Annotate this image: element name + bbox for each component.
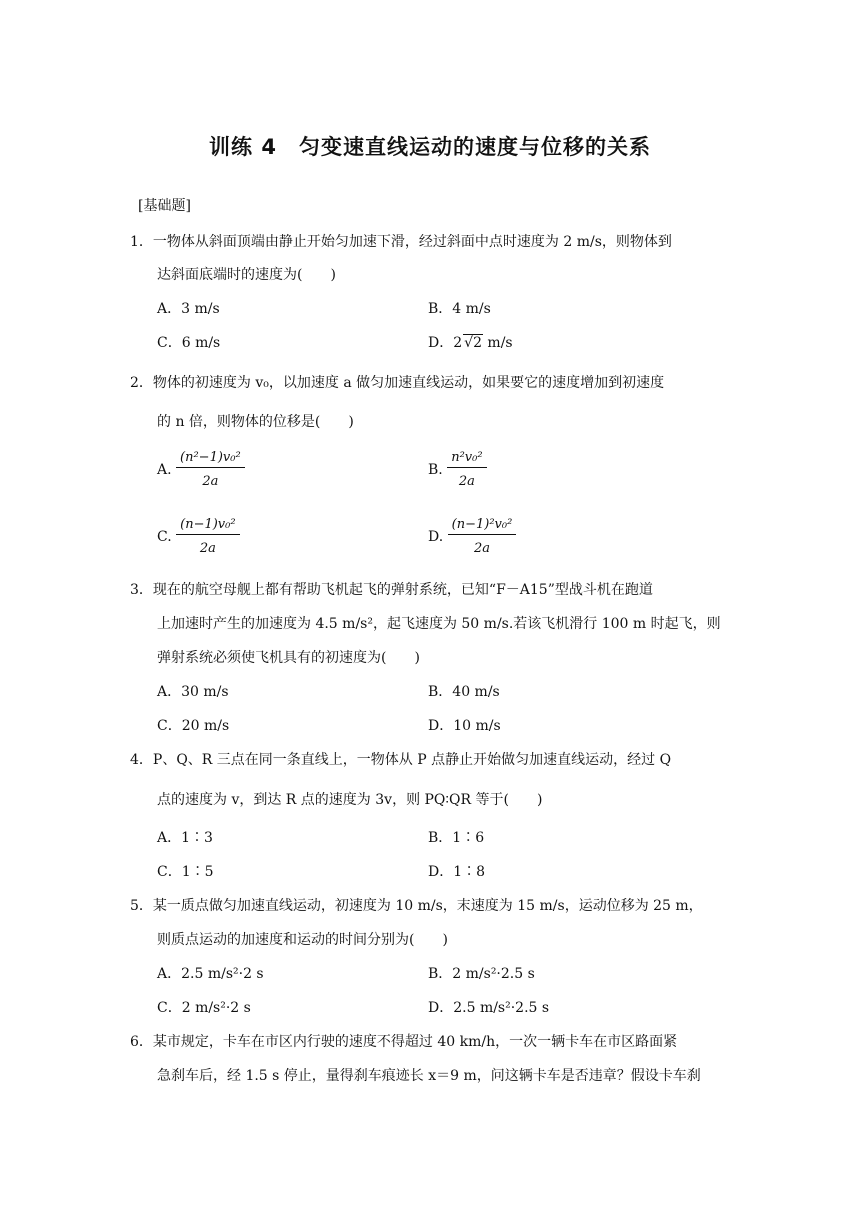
question-5-option-a: A．2.5 m/s²·2 s — [157, 966, 264, 982]
sqrt-radicand: √2 — [464, 335, 482, 351]
page-title: 训练 4 匀变速直线运动的速度与位移的关系 — [209, 135, 651, 159]
fraction: $\frac{\text{n²v₀²}}{2a}$ — [447, 450, 486, 489]
question-3-option-c: C．20 m/s — [157, 718, 230, 734]
question-4-line-2: 点的速度为 v，到达 R 点的速度为 3v，则 PQ∶QR 等于( ) — [157, 792, 543, 808]
question-1-option-c: C．6 m/s — [157, 335, 221, 351]
question-4-option-d: D．1∶8 — [428, 864, 486, 880]
question-1-option-a: A．3 m/s — [157, 301, 220, 317]
question-3-option-a: A．30 m/s — [157, 684, 229, 700]
section-heading: [基础题] — [138, 198, 191, 214]
question-3-line-3: 弹射系统必须使飞机具有的初速度为( ) — [157, 650, 420, 666]
question-5-option-c: C．2 m/s²·2 s — [157, 1000, 251, 1016]
question-1-option-b: B．4 m/s — [428, 301, 491, 317]
question-5-line-2: 则质点运动的加速度和运动的时间分别为( ) — [157, 932, 448, 948]
question-1-option-d-unit: m/s — [482, 335, 513, 351]
question-4-option-c: C．1∶5 — [157, 864, 214, 880]
question-3-line-1: 3．现在的航空母舰上都有帮助飞机起飞的弹射系统，已知“F－A15”型战斗机在跑道 — [130, 582, 653, 598]
question-2-option-b: B. $\frac{\text{n²v₀²}}{2a}$ — [428, 450, 487, 489]
fraction: $\frac{\text{(n²−1)v₀²}}{2a}$ — [176, 450, 245, 489]
question-4-option-a: A．1∶3 — [157, 830, 213, 846]
question-2-line-1: 2．物体的初速度为 v₀，以加速度 a 做匀加速直线运动，如果要它的速度增加到初速度 — [130, 375, 665, 391]
fraction: $\frac{\text{(n−1)v₀²}}{2a}$ — [176, 517, 239, 556]
question-6-line-2: 急刹车后，经 1.5 s 停止，量得刹车痕迹长 x＝9 m，问这辆卡车是否违章？假设卡车刹 — [157, 1068, 701, 1084]
question-2-line-2: 的 n 倍，则物体的位移是( ) — [157, 414, 354, 430]
question-2-option-c: C. $\frac{\text{(n−1)v₀²}}{2a}$ — [157, 517, 240, 556]
question-1-option-d-label: D．2 — [428, 335, 463, 351]
question-2-option-a: A. $\frac{\text{(n²−1)v₀²}}{2a}$ — [157, 450, 245, 489]
question-5-line-1: 5．某一质点做匀加速直线运动，初速度为 10 m/s，末速度为 15 m/s，运动位移为 25 m， — [130, 898, 703, 914]
question-1-option-d — [428, 332, 513, 352]
question-3-option-d: D．10 m/s — [428, 718, 501, 734]
question-5-option-b: B．2 m/s²·2.5 s — [428, 966, 535, 982]
question-1-line-2: 达斜面底端时的速度为( ) — [157, 267, 336, 283]
question-3-line-2: 上加速时产生的加速度为 4.5 m/s²，起飞速度为 50 m/s.若该飞机滑行 100 m 时起飞，则 — [157, 616, 721, 632]
question-4-option-b: B．1∶6 — [428, 830, 485, 846]
question-6-line-1: 6．某市规定，卡车在市区内行驶的速度不得超过 40 km/h，一次一辆卡车在市区路面紧 — [130, 1034, 678, 1050]
question-2-option-d: D. $\frac{\text{(n−1)²v₀²}}{2a}$ — [428, 517, 516, 556]
fraction: $\frac{\text{(n−1)²v₀²}}{2a}$ — [448, 517, 517, 556]
question-3-option-b: B．40 m/s — [428, 684, 500, 700]
question-1-line-1: 1．一物体从斜面顶端由静止开始匀加速下滑，经过斜面中点时速度为 2 m/s，则物体到 — [130, 234, 672, 250]
question-4-line-1: 4．P、Q、R 三点在同一条直线上，一物体从 P 点静止开始做匀加速直线运动，经过 Q — [130, 752, 672, 768]
question-5-option-d: D．2.5 m/s²·2.5 s — [428, 1000, 550, 1016]
